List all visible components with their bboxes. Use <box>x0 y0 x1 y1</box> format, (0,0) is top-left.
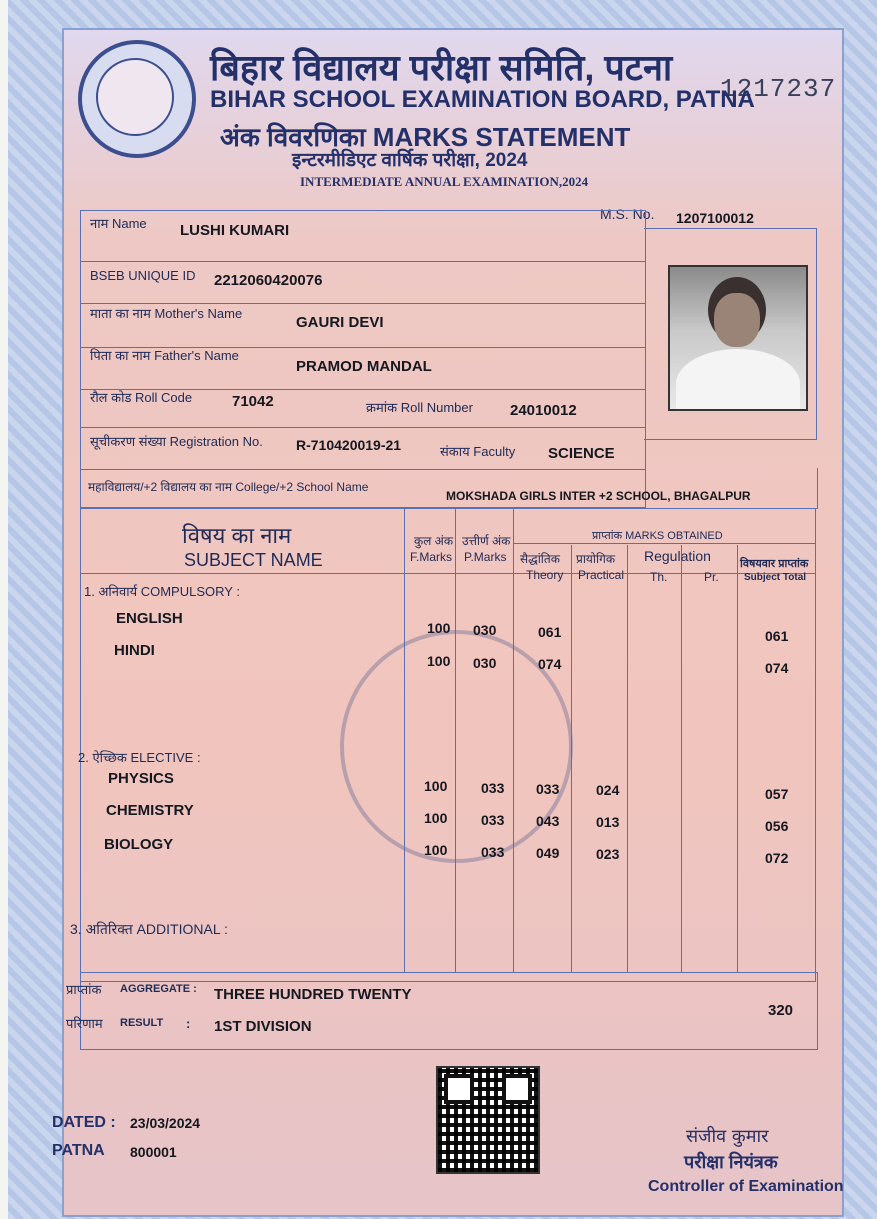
header-total-english: Subject Total <box>744 572 807 583</box>
theory-marks: 074 <box>538 656 562 672</box>
result-separator: : <box>186 1016 191 1031</box>
pass-marks: 030 <box>473 655 497 671</box>
pass-marks: 033 <box>481 780 505 796</box>
header-regulation: Regulation <box>644 548 711 564</box>
serial-number: 1217237 <box>720 74 837 104</box>
subject-total: 072 <box>765 850 789 866</box>
header-theory-english: Theory <box>526 568 564 582</box>
subject-name: CHEMISTRY <box>106 802 194 819</box>
college-name: MOKSHADA GIRLS INTER +2 SCHOOL, BHAGALPUR <box>446 489 751 503</box>
header-reg-th: Th. <box>650 570 668 584</box>
pass-marks: 033 <box>481 844 505 860</box>
header-practical-english: Practical <box>578 568 625 582</box>
aggregate-label-english: AGGREGATE : <box>120 983 197 995</box>
roll-code: 71042 <box>232 393 274 410</box>
controller-title-hindi: परीक्षा नियंत्रक <box>684 1152 778 1172</box>
full-marks: 100 <box>427 620 451 636</box>
subject-name: BIOLOGY <box>104 836 174 853</box>
student-photo <box>668 265 808 411</box>
roll-code-label: रौल कोड Roll Code <box>90 390 193 405</box>
theory-marks: 061 <box>538 624 562 640</box>
student-name: LUSHI KUMARI <box>180 222 290 239</box>
father-label: पिता का नाम Father's Name <box>90 348 239 363</box>
theory-marks: 033 <box>536 781 560 797</box>
mother-name: GAURI DEVI <box>296 314 384 331</box>
faculty-label: संकाय Faculty <box>440 444 516 459</box>
full-marks: 100 <box>427 653 451 669</box>
header-practical-hindi: प्रायोगिक <box>576 552 616 566</box>
subject-total: 061 <box>765 628 789 644</box>
board-title-hindi: बिहार विद्यालय परीक्षा समिति, पटना <box>210 47 673 88</box>
exam-title-hindi: इन्टरमीडिएट वार्षिक परीक्षा, 2024 <box>292 150 528 171</box>
header-full-english: F.Marks <box>410 550 452 564</box>
header-total-hindi: विषयवार प्राप्तांक <box>740 558 809 570</box>
pin-code: 800001 <box>130 1144 177 1160</box>
subject-name: HINDI <box>114 642 155 659</box>
place: PATNA <box>52 1142 105 1159</box>
mother-label: माता का नाम Mother's Name <box>90 306 243 321</box>
result-division: 1ST DIVISION <box>214 1018 312 1035</box>
unique-id-label: BSEB UNIQUE ID <box>90 268 196 283</box>
practical-marks: 013 <box>596 814 620 830</box>
college-label: महाविद्यालय/+2 विद्यालय का नाम College/+2 School Name <box>88 480 369 494</box>
header-subject-hindi: विषय का नाम <box>182 523 292 548</box>
unique-id: 2212060420076 <box>214 272 323 289</box>
header-reg-pr: Pr. <box>704 570 719 584</box>
section-compulsory: 1. अनिवार्य COMPULSORY : <box>84 584 240 599</box>
subject-name: ENGLISH <box>116 610 183 627</box>
ms-no-value: 1207100012 <box>676 210 754 226</box>
section-elective: 2. ऐच्छिक ELECTIVE : <box>78 750 201 765</box>
aggregate-label-hindi: प्राप्तांक <box>66 982 102 997</box>
full-marks: 100 <box>424 810 448 826</box>
board-title-english: BIHAR SCHOOL EXAMINATION BOARD, PATNA <box>210 86 755 113</box>
father-name: PRAMOD MANDAL <box>296 358 432 375</box>
result-label-english: RESULT <box>120 1017 164 1029</box>
name-label: नाम Name <box>90 216 147 231</box>
header-full-hindi: कुल अंक <box>414 534 454 548</box>
qr-code-icon <box>436 1066 540 1174</box>
full-marks: 100 <box>424 778 448 794</box>
subject-total: 057 <box>765 786 789 802</box>
pass-marks: 030 <box>473 622 497 638</box>
practical-marks: 023 <box>596 846 620 862</box>
faculty: SCIENCE <box>548 445 615 462</box>
section-additional: 3. अतिरिक्त ADDITIONAL : <box>70 921 228 937</box>
aggregate-words: THREE HUNDRED TWENTY <box>214 986 412 1003</box>
roll-number-label: क्रमांक Roll Number <box>366 400 473 415</box>
subject-total: 074 <box>765 660 789 676</box>
aggregate-value: 320 <box>768 1002 794 1019</box>
header-subject-english: SUBJECT NAME <box>184 550 323 570</box>
result-label-hindi: परिणाम <box>66 1016 103 1031</box>
header-marks-obtained: प्राप्तांक MARKS OBTAINED <box>592 530 723 542</box>
header-pass-hindi: उत्तीर्ण अंक <box>462 534 511 548</box>
controller-title-english: Controller of Examination <box>648 1178 844 1195</box>
pass-marks: 033 <box>481 812 505 828</box>
ms-no-label: M.S. No. <box>600 206 655 222</box>
controller-signature: संजीव कुमार <box>686 1126 769 1147</box>
registration-label: सूचीकरण संख्या Registration No. <box>90 434 263 449</box>
theory-marks: 043 <box>536 813 560 829</box>
practical-marks: 024 <box>596 782 620 798</box>
issue-date: 23/03/2024 <box>130 1115 201 1131</box>
subject-name: PHYSICS <box>108 770 174 787</box>
theory-marks: 049 <box>536 845 560 861</box>
roll-number: 24010012 <box>510 402 577 419</box>
header-pass-english: P.Marks <box>464 550 507 564</box>
exam-title-english: INTERMEDIATE ANNUAL EXAMINATION,2024 <box>300 174 589 189</box>
subject-total: 056 <box>765 818 789 834</box>
board-seal-icon <box>78 40 196 158</box>
document-title: अंक विवरणिका MARKS STATEMENT <box>220 122 631 152</box>
registration-number: R-710420019-21 <box>296 437 402 453</box>
full-marks: 100 <box>424 842 448 858</box>
header-theory-hindi: सैद्धांतिक <box>520 552 560 566</box>
dated-label: DATED : <box>52 1114 116 1131</box>
